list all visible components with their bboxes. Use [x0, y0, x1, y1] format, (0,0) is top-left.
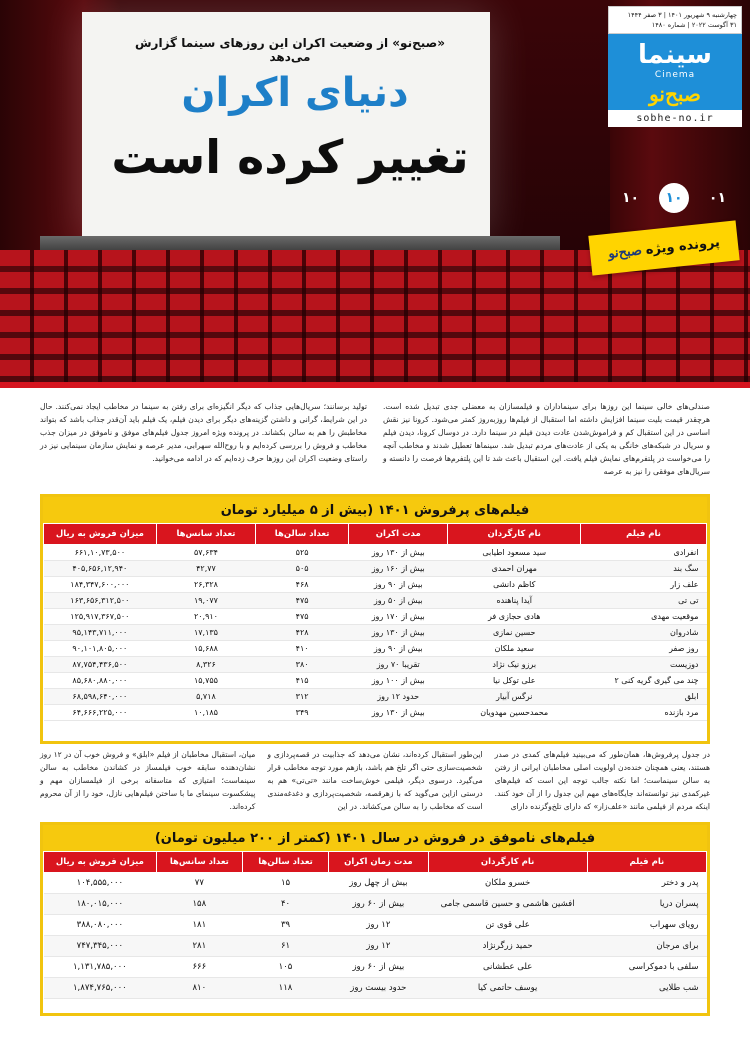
screening-duration: حدود ۱۲ روز	[349, 689, 448, 705]
screening-duration: ۱۲ روز	[329, 936, 428, 957]
screening-count: ۴۲,۷۷	[156, 561, 255, 577]
film-name: ابلق	[581, 689, 707, 705]
low-grossing-table	[40, 822, 710, 1016]
hall-count: ۳۴۹	[256, 705, 349, 721]
hall-count: ۴۷۵	[256, 593, 349, 609]
hall-count: ۴۶۸	[256, 577, 349, 593]
film-name: شادروان	[581, 625, 707, 641]
sales-amount: ۱۲۵,۹۱۷,۳۶۷,۵۰۰	[44, 609, 157, 625]
table-row	[44, 673, 707, 689]
screening-duration: حدود بیست روز	[329, 978, 428, 999]
col-screenings: تعداد سانس‌ها	[156, 852, 242, 873]
table2-title: فیلم‌های ناموفق در فروش در سال ۱۴۰۱ (کمتر از ۲۰۰ میلیون تومان)	[43, 825, 707, 851]
hero-kicker: «صبح‌نو» از وضعیت اکران این روزهای سینما گزارش می‌دهد	[135, 36, 445, 64]
hall-count: ۴۲۸	[256, 625, 349, 641]
middle-column-1: در جدول پرفروش‌ها، همان‌طور که می‌بینید فیلم‌های کمدی در صدر هستند، یعنی همچنان خنده‌دن اولویت اصلی مخاطبان ایرانی از رفتن به سالن سینماست؛ اما نکته جالب توجه این است که فیلم‌های غیرکمدی نیز توانسته‌اند جایگاه‌های مهم این جدول را از آن خود کنند. اینکه مردم از فیلمی مانند «علف‌زار» که دارای تلخ‌وگزنده دارای	[494, 750, 710, 811]
table-row	[44, 577, 707, 593]
film-name: رویای سهراب	[587, 915, 706, 936]
col-film: نام فیلم	[581, 524, 707, 545]
special-label: پرونده ویژه	[644, 234, 721, 258]
col-film: نام فیلم	[587, 852, 706, 873]
table1-header-row	[44, 524, 707, 545]
film-name: موقعیت مهدی	[581, 609, 707, 625]
table-row	[44, 978, 707, 999]
screening-duration: بیش از ۱۳۰ روز	[349, 545, 448, 561]
sales-amount: ۶۴,۶۶۶,۲۲۵,۰۰۰	[44, 705, 157, 721]
table1	[43, 523, 707, 721]
sales-amount: ۳۸۸,۰۸۰,۰۰۰	[44, 915, 157, 936]
film-name: روز صفر	[581, 641, 707, 657]
page-next: ۱۰	[622, 190, 640, 206]
table-row	[44, 609, 707, 625]
date-line-1: چهارشنبه ۹ شهریور ۱۴۰۱ | ۳ صفر ۱۴۴۴	[627, 11, 737, 19]
hero-title-line1: دنیای اکران	[181, 70, 409, 116]
sales-amount: ۶۸,۵۹۸,۶۴۰,۰۰۰	[44, 689, 157, 705]
col-sales: میزان فروش به ریال	[44, 524, 157, 545]
screening-count: ۲۰,۹۱۰	[156, 609, 255, 625]
screening-count: ۱۵,۷۵۵	[156, 673, 255, 689]
screening-count: ۱۵,۶۸۸	[156, 641, 255, 657]
film-name: انفرادی	[581, 545, 707, 561]
film-name: سگ بند	[581, 561, 707, 577]
col-director: نام کارگردان	[428, 852, 587, 873]
screening-duration: بیش از ۶۰ روز	[329, 957, 428, 978]
hall-count: ۱۵	[242, 873, 328, 894]
director-name: برزو نیک نژاد	[448, 657, 581, 673]
col-halls: تعداد سالن‌ها	[256, 524, 349, 545]
screening-count: ۱۰,۱۸۵	[156, 705, 255, 721]
page-number	[622, 182, 726, 214]
date-line-2: ۳۱ آگوست ۲۰۲۲ | شماره ۱۴۸۰	[651, 21, 737, 29]
hall-count: ۴۱۵	[256, 673, 349, 689]
screening-duration: بیش از ۱۶۰ روز	[349, 561, 448, 577]
table-row	[44, 561, 707, 577]
middle-column-2: این‌طور استقبال کرده‌اند، نشان می‌دهد که جذابیت در قصه‌پردازی و شخصیت‌سازی حتی اگر تلخ هم باشد، بازهم مورد توجه مخاطب قرار می‌گیرد. درسوی دیگر، فیلمی خوش‌ساخت مانند «تی‌تی» هم به درستی ازاین می‌گوید که با زهرقصه، شخصیت‌پردازی و دغدغه‌مندی است که مخاطب را به سالن می‌کشاند. در این	[267, 750, 483, 811]
site-url[interactable]: sobhe-no.ir	[608, 110, 742, 127]
screening-count: ۵۷,۶۳۴	[156, 545, 255, 561]
hero-title-line2: تغییر کرده است	[111, 130, 469, 184]
film-name: دوزیست	[581, 657, 707, 673]
section-title-en: Cinema	[654, 70, 696, 80]
table-row	[44, 936, 707, 957]
sales-amount: ۸۷,۷۵۴,۴۳۶,۵۰۰	[44, 657, 157, 673]
table-row	[44, 894, 707, 915]
sales-amount: ۶۶۱,۱۰,۷۳,۵۰۰	[44, 545, 157, 561]
screening-count: ۲۶,۳۲۸	[156, 577, 255, 593]
intro-column-left: تولید برسانند؛ سریال‌هایی جذاب که دیگر انگیزه‌ای برای رفتن به سینما در مخاطب ایجاد نمی‌کنند. حال در این شرایط، گرانی و داشتن گزینه‌های دیگر برای دیدن فیلم، یک فیلم باید آن‌قدر جذاب باشد که بتواند مخاطبش را هم به سالن بکشاند. در پرونده ویژه امروز جدول فیلم‌های موفق و ناموفق در میزان جذب مخاطب و فروش را بررسی کرده‌ایم و با روح‌الله سهرابی، مدیر عرصه و نمایش سازمان سینمایی نیز در راستای وضعیت اکران این روزها حرف زده‌ایم که در ادامه می‌خوانید.	[40, 402, 367, 463]
table-row	[44, 689, 707, 705]
director-name: کاظم دانشی	[448, 577, 581, 593]
director-name: مهران احمدی	[448, 561, 581, 577]
special-brand: صبح‌نو	[607, 242, 643, 262]
table-row	[44, 593, 707, 609]
table-row	[44, 705, 707, 721]
screening-duration: بیش از ۹۰ روز	[349, 641, 448, 657]
page-current: ۱۰	[659, 183, 689, 213]
director-name: هادی حجازی فر	[448, 609, 581, 625]
table-row	[44, 873, 707, 894]
sales-amount: ۸۵,۶۸۰,۸۸۰,۰۰۰	[44, 673, 157, 689]
col-duration: مدت زمان اکران	[329, 852, 428, 873]
director-name: خسرو ملکان	[428, 873, 587, 894]
newspaper-logo: صبح‌نو	[649, 82, 701, 106]
film-name: سلفی با دموکراسی	[587, 957, 706, 978]
director-name: حمید زرگرنژاد	[428, 936, 587, 957]
screening-duration: بیش از ۱۳۰ روز	[349, 705, 448, 721]
director-name: علی عطشانی	[428, 957, 587, 978]
screening-count: ۵,۷۱۸	[156, 689, 255, 705]
hero-image	[0, 0, 750, 388]
film-name: برای مرجان	[587, 936, 706, 957]
table2	[43, 851, 707, 999]
film-name: چند می گیری گریه کنی ۲	[581, 673, 707, 689]
director-name: علی قوی تن	[428, 915, 587, 936]
screening-duration: بیش از ۱۳۰ روز	[349, 625, 448, 641]
col-screenings: تعداد سانس‌ها	[156, 524, 255, 545]
sales-amount: ۱۰۴,۵۵۵,۰۰۰	[44, 873, 157, 894]
screening-duration: ۱۲ روز	[329, 915, 428, 936]
screening-duration: بیش از ۵۰ روز	[349, 593, 448, 609]
table-row	[44, 641, 707, 657]
middle-text	[40, 748, 710, 820]
screening-count: ۱۵۸	[156, 894, 242, 915]
hall-count: ۴۰	[242, 894, 328, 915]
hall-count: ۶۱	[242, 936, 328, 957]
director-name: نرگس آبیار	[448, 689, 581, 705]
sales-amount: ۱۸۴,۳۴۷,۶۰۰,۰۰۰	[44, 577, 157, 593]
screening-count: ۸۱۰	[156, 978, 242, 999]
screening-duration: تقریبا ۷۰ روز	[349, 657, 448, 673]
col-sales: میزان فروش به ریال	[44, 852, 157, 873]
hall-count: ۱۰۵	[242, 957, 328, 978]
screening-duration: بیش از ۹۰ روز	[349, 577, 448, 593]
director-name: محمدحسین مهدویان	[448, 705, 581, 721]
film-name: پسران دریا	[587, 894, 706, 915]
top-grossing-table	[40, 494, 710, 744]
table-row	[44, 625, 707, 641]
film-name: پدر و دختر	[587, 873, 706, 894]
table-row	[44, 957, 707, 978]
hall-count: ۴۷۵	[256, 609, 349, 625]
film-name: علف زار	[581, 577, 707, 593]
film-name: تی تی	[581, 593, 707, 609]
screening-count: ۸,۳۲۶	[156, 657, 255, 673]
hall-count: ۴۱۰	[256, 641, 349, 657]
table1-title: فیلم‌های پرفروش ۱۴۰۱ (بیش از ۵ میلیارد تومان	[43, 497, 707, 523]
screening-duration: بیش از چهل روز	[329, 873, 428, 894]
col-director: نام کارگردان	[448, 524, 581, 545]
sales-amount: ۱,۸۷۴,۷۶۵,۰۰۰	[44, 978, 157, 999]
director-name: حسین نمازی	[448, 625, 581, 641]
screening-count: ۷۷	[156, 873, 242, 894]
screening-duration: بیش از ۱۰۰ روز	[349, 673, 448, 689]
table-row	[44, 657, 707, 673]
hall-count: ۵۲۵	[256, 545, 349, 561]
page-prev: ۰۱	[708, 190, 726, 206]
screening-count: ۱۷,۱۳۵	[156, 625, 255, 641]
intro-text	[40, 400, 710, 488]
hall-count: ۳۹	[242, 915, 328, 936]
sales-amount: ۱۶۳,۶۵۶,۳۱۲,۵۰۰	[44, 593, 157, 609]
section-title: سینما	[638, 40, 712, 70]
sales-amount: ۷۴۷,۳۴۵,۰۰۰	[44, 936, 157, 957]
film-name: شب طلایی	[587, 978, 706, 999]
director-name: سعید ملکان	[448, 641, 581, 657]
hall-count: ۱۱۸	[242, 978, 328, 999]
director-name: یوسف حاتمی کیا	[428, 978, 587, 999]
sales-amount: ۱۸۰,۰۱۵,۰۰۰	[44, 894, 157, 915]
col-duration: مدت اکران	[349, 524, 448, 545]
director-name: افشین هاشمی و حسین قاسمی جامی	[428, 894, 587, 915]
intro-column-right: صندلی‌های خالی سینما این روزها برای سینماداران و فیلمسازان به معضلی جدی تبدیل شده است. هرچقدر قیمت بلیت سینما افزایش داشته اما استقبال از فیلم‌ها روزبه‌روز کمتر می‌شود. کرونا نیز نقش اساسی در این استقبال کم و فراموش‌شدن عادت دیدن فیلم در سینما دارد. در دوسال کرونا، دیدن فیلم و سریال در شبکه‌های خانگی به یکی از عادت‌های مردم تبدیل شد. سینماها تعطیل شدند و مخاطب آنچه را می‌خواست در پلتفرم‌های نمایش فیلم یافت. این استقبال باعث شد تا این پلتفرم‌ها فرصت را دانسته و سریال‌های موفقی را نیز به عرصه	[383, 402, 710, 476]
screening-duration: بیش از ۱۷۰ روز	[349, 609, 448, 625]
hall-count: ۳۸۰	[256, 657, 349, 673]
director-name: علی توکل نیا	[448, 673, 581, 689]
film-name: مرد بازنده	[581, 705, 707, 721]
screening-count: ۲۸۱	[156, 936, 242, 957]
col-halls: تعداد سالن‌ها	[242, 852, 328, 873]
sales-amount: ۹۵,۱۴۳,۷۱۱,۰۰۰	[44, 625, 157, 641]
director-name: آیدا پناهنده	[448, 593, 581, 609]
director-name: سید مسعود اطیابی	[448, 545, 581, 561]
sales-amount: ۹۰,۱۰۱,۸۰۵,۰۰۰	[44, 641, 157, 657]
sales-amount: ۱,۱۳۱,۷۸۵,۰۰۰	[44, 957, 157, 978]
table2-header-row	[44, 852, 707, 873]
hall-count: ۳۱۲	[256, 689, 349, 705]
hall-count: ۵۰۵	[256, 561, 349, 577]
section-badge	[608, 34, 742, 110]
screening-count: ۶۶۶	[156, 957, 242, 978]
screening-count: ۱۹,۰۷۷	[156, 593, 255, 609]
sales-amount: ۴۰۵,۶۵۶,۱۲,۹۴۰	[44, 561, 157, 577]
screening-count: ۱۸۱	[156, 915, 242, 936]
screening-duration: بیش از ۶۰ روز	[329, 894, 428, 915]
table-row	[44, 545, 707, 561]
middle-column-3: میان، استقبال مخاطبان از فیلم «ابلق» و فروش خوب آن در ۱۲ روز نشان‌دهنده سابقه خوب فیلمساز در کشاندن مخاطب به سالن سینماست؛ امتیازی که متاسفانه برخی از فیلمسازان مهم و پیشکسوت سینمای ما با ساختن فیلم‌هایی نازل، خود را از آن محروم کرده‌اند.	[40, 750, 256, 811]
table-row	[44, 915, 707, 936]
masthead-date	[608, 6, 742, 34]
